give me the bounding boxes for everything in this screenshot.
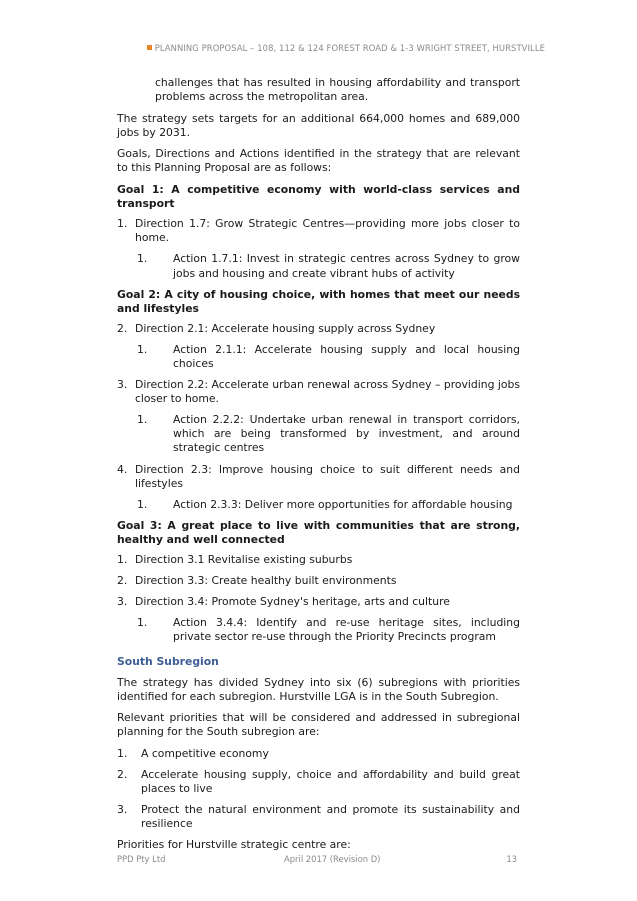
list-number: 4. — [117, 462, 128, 476]
list-item — [117, 553, 520, 567]
list-number: 1. — [137, 497, 148, 511]
list-item — [117, 574, 520, 588]
page-content — [117, 76, 520, 860]
list-number: 2. — [117, 321, 128, 335]
list-text: Direction 3.1 Revitalise existing suburbs — [135, 553, 353, 567]
continuation-paragraph: challenges that has resulted in housing affordability and transport problems across the metropolitan area. — [155, 76, 520, 104]
list-item — [117, 803, 520, 831]
goal-3-heading: Goal 3: A great place to live with communities that are strong, healthy and well connected — [117, 518, 520, 546]
list-text: Direction 3.3: Create healthy built environments — [135, 574, 397, 588]
list-item — [117, 768, 520, 796]
header-text: PLANNING PROPOSAL – 108, 112 & 124 FOREST ROAD & 1-3 WRIGHT STREET, HURSTVILLE — [154, 43, 545, 53]
list-number: 1. — [137, 616, 148, 630]
list-item — [117, 463, 520, 491]
goal-2-heading: Goal 2: A city of housing choice, with homes that meet our needs and lifestyles — [117, 287, 520, 315]
list-number: 3. — [117, 803, 128, 817]
list-number: 3. — [117, 378, 128, 392]
relevant-priorities-paragraph: Relevant priorities that will be considered and addressed in subregional planning for the South subregion are: — [117, 711, 520, 739]
list-number: 3. — [117, 595, 128, 609]
goals-intro-paragraph: Goals, Directions and Actions identified in the strategy that are relevant to this Planning Proposal are as follows: — [117, 147, 520, 175]
list-text: Action 2.3.3: Deliver more opportunities for affordable housing — [173, 497, 513, 511]
list-item — [117, 498, 520, 512]
list-item — [117, 343, 520, 371]
list-text: Direction 2.2: Accelerate urban renewal across Sydney – providing jobs closer to home. — [135, 378, 520, 406]
list-text: Direction 2.3: Improve housing choice to suit different needs and lifestyles — [135, 462, 520, 490]
list-text: Action 3.4.4: Identify and re-use heritage sites, including private sector re-use through the Priority Precincts program — [173, 616, 520, 644]
list-text: Protect the natural environment and promote its sustainability and resilience — [141, 803, 520, 831]
page-number: 13 — [506, 854, 517, 864]
list-number: 1. — [117, 217, 128, 231]
list-number: 1. — [137, 252, 148, 266]
list-text: Action 1.7.1: Invest in strategic centres across Sydney to grow jobs and housing and create vibrant hubs of activity — [173, 252, 520, 280]
list-number: 1. — [137, 342, 148, 356]
list-item — [117, 378, 520, 406]
list-item — [117, 322, 520, 336]
list-item — [117, 217, 520, 245]
list-item — [117, 413, 520, 455]
list-text: Direction 2.1: Accelerate housing supply across Sydney — [135, 321, 436, 335]
goal-1-heading: Goal 1: A competitive economy with world-class services and transport — [117, 183, 520, 211]
list-text: Direction 1.7: Grow Strategic Centres—providing more jobs closer to home. — [135, 217, 520, 245]
list-item — [117, 595, 520, 609]
list-item — [117, 747, 520, 761]
running-header — [147, 43, 545, 53]
hurstville-priorities-paragraph: Priorities for Hurstville strategic centre are: — [117, 838, 351, 852]
subregions-paragraph: The strategy has divided Sydney into six (6) subregions with priorities identified for each subregion. Hurstville LGA is in the South Subregion. — [117, 675, 520, 703]
list-number: 2. — [117, 768, 128, 782]
list-number: 1. — [117, 746, 128, 760]
list-text: Direction 3.4: Promote Sydney's heritage, arts and culture — [135, 595, 450, 609]
list-item — [117, 616, 520, 644]
footer-company: PPD Pty Ltd — [117, 854, 166, 864]
orange-square-bullet-icon — [147, 45, 152, 50]
list-number: 1. — [137, 413, 148, 427]
list-number: 1. — [117, 553, 128, 567]
targets-paragraph: The strategy sets targets for an additional 664,000 homes and 689,000 jobs by 2031. — [117, 111, 520, 139]
list-item — [117, 252, 520, 280]
list-text: Action 2.2.2: Undertake urban renewal in transport corridors, which are being transformed by investment, and around strategic centres — [173, 413, 520, 455]
list-number: 2. — [117, 574, 128, 588]
section-subheading: South Subregion — [117, 654, 219, 668]
list-text: Action 2.1.1: Accelerate housing supply and local housing choices — [173, 342, 520, 370]
list-text: Accelerate housing supply, choice and affordability and build great places to live — [141, 768, 520, 796]
list-text: A competitive economy — [141, 746, 269, 760]
footer-date: April 2017 (Revision D) — [284, 854, 381, 864]
